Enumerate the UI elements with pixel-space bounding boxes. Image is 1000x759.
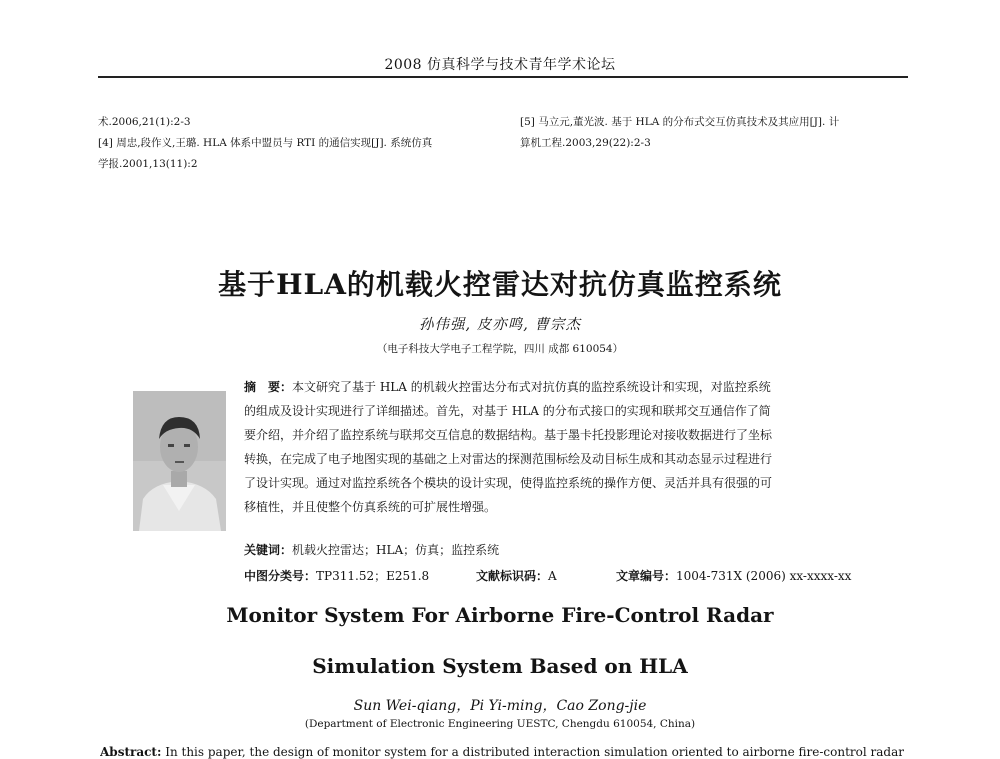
clc-value: TP311.52；E251.8: [316, 569, 430, 583]
abstract-cn-line: 移植性，并且使整个仿真系统的可扩展性增强。: [244, 500, 497, 514]
references-right-column: [520, 112, 915, 154]
classification-line: [244, 566, 924, 586]
abstract-cn-text: 本文研究了基于 HLA 的机载火控雷达分布式对抗仿真的监控系统设计和实现，对监控系统: [292, 380, 771, 394]
reference-line: [4] 周忠,段作义,王璐. HLA 体系中盟员与 RTI 的通信实现[J]. 系统仿真: [98, 137, 433, 149]
document-code-label: 文献标识码：: [476, 569, 549, 583]
reference-line: 术.2006,21(1):2-3: [98, 116, 191, 128]
header-rule: [98, 76, 908, 78]
document-code: [476, 566, 616, 586]
article-number-value: 1004-731X (2006) xx-xxxx-xx: [676, 569, 852, 583]
abstract-en: [100, 745, 920, 759]
reference-line: 学报.2001,13(11):2: [98, 158, 198, 170]
keywords-label: 关键词：: [244, 543, 293, 557]
affiliation-en: (Department of Electronic Engineering UESTC, Chengdu 610054, China): [304, 718, 696, 730]
paper-title-en-line2: Simulation System Based on HLA: [312, 654, 688, 678]
clc-number: [244, 566, 476, 586]
abstract-cn-line: [244, 375, 914, 399]
abstract-cn-line: 了设计实现。通过对监控系统各个模块的设计实现，使得监控系统的操作方便、灵活并具有很强的可: [244, 476, 773, 490]
reference-line: [5] 马立元,董光波. 基于 HLA 的分布式交互仿真技术及其应用[J]. 计: [520, 116, 840, 128]
paper-title-cn: 基于HLA的机载火控雷达对抗仿真监控系统: [218, 268, 782, 301]
authors-en: Sun Wei-qiang，Pi Yi-ming，Cao Zong-jie: [353, 698, 647, 714]
paper-title-en-line1: Monitor System For Airborne Fire-Control Radar: [226, 603, 774, 627]
abstract-cn-line: 的组成及设计实现进行了详细描述。首先，对基于 HLA 的分布式接口的实现和联邦交互通信作了简: [244, 404, 771, 418]
abstract-cn: [244, 375, 914, 519]
references-left-column: [98, 112, 493, 175]
article-number: [616, 566, 851, 586]
affiliation-cn: （电子科技大学电子工程学院，四川 成都 610054）: [376, 343, 624, 355]
abstract-cn-label: 摘 要：: [244, 380, 293, 394]
abstract-en-label: Abstract:: [100, 745, 162, 759]
author-photo: [133, 391, 226, 531]
keywords-value: 机载火控雷达；HLA；仿真；监控系统: [292, 543, 500, 557]
keywords-cn: [244, 540, 914, 560]
running-header: 2008 仿真科学与技术青年学术论坛: [384, 57, 616, 73]
abstract-cn-line: 要介绍，并介绍了监控系统与联邦交互信息的数据结构。基于墨卡托投影理论对接收数据进行了坐标: [244, 428, 773, 442]
abstract-cn-line: 转换，在完成了电子地图实现的基础之上对雷达的探测范围标绘及动目标生成和其动态显示过程进行: [244, 452, 773, 466]
author-photo-image: [133, 391, 226, 531]
article-number-label: 文章编号：: [616, 569, 677, 583]
document-code-value: A: [548, 569, 557, 583]
authors-cn: 孙伟强, 皮亦鸣, 曹宗杰: [419, 317, 581, 333]
abstract-en-text: In this paper, the design of monitor system for a distributed interaction simulation oriented to airborne fire-control radar: [165, 745, 904, 759]
reference-line: 算机工程.2003,29(22):2-3: [520, 137, 651, 149]
clc-label: 中图分类号：: [244, 569, 317, 583]
